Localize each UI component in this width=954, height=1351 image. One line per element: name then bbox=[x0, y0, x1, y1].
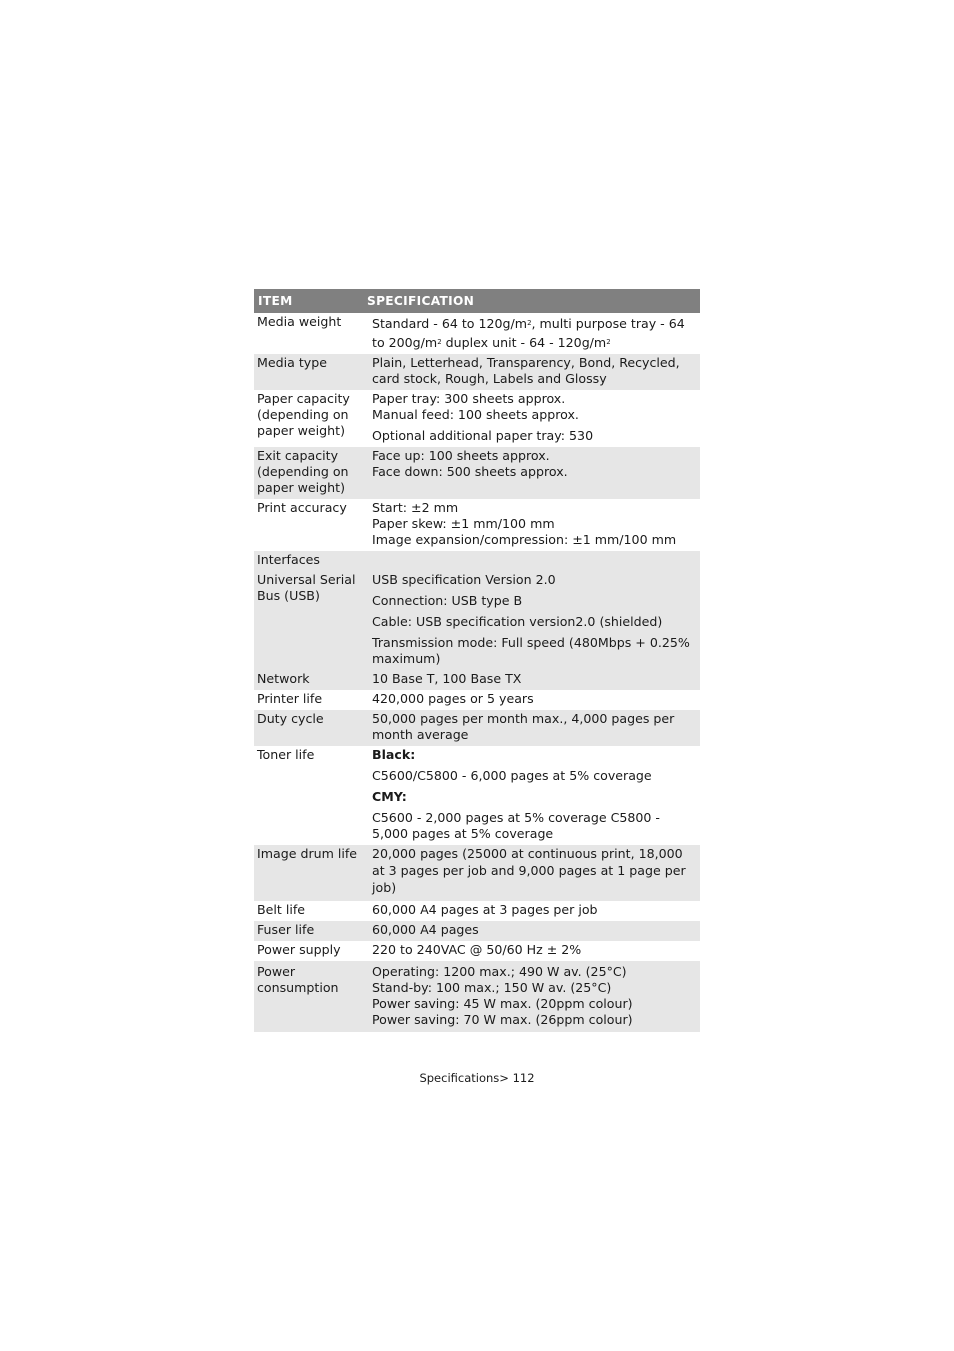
specifications-table bbox=[254, 289, 700, 1032]
row-duty-cycle bbox=[254, 710, 700, 746]
spec-cell bbox=[363, 961, 700, 1032]
spec-line: CMY: bbox=[372, 789, 407, 804]
spec-cell bbox=[363, 499, 700, 551]
item-label: Network bbox=[257, 671, 310, 686]
item-label: Printer life bbox=[257, 691, 323, 706]
row-fuser-life bbox=[254, 921, 700, 941]
spec-line: Black: bbox=[372, 747, 416, 762]
row-media-type bbox=[254, 354, 700, 390]
item-cell bbox=[254, 746, 363, 845]
row-power-consumption bbox=[254, 961, 700, 1032]
spec-line: card stock, Rough, Labels and Glossy bbox=[372, 371, 607, 386]
item-label: Fuser life bbox=[257, 922, 315, 937]
row-usb bbox=[254, 569, 700, 670]
item-label: Toner life bbox=[257, 747, 315, 762]
spec-line: Plain, Letterhead, Transparency, Bond, Recycled, bbox=[372, 355, 680, 370]
spec-line: Paper tray: 300 sheets approx. bbox=[372, 391, 566, 406]
row-interfaces bbox=[254, 551, 700, 569]
item-cell bbox=[254, 447, 363, 499]
spec-line: Manual feed: 100 sheets approx. bbox=[372, 407, 579, 422]
item-label: Image drum life bbox=[257, 846, 358, 861]
spec-line: Standard - 64 to $120g/m^2$, multi purpose tray - 64 bbox=[372, 316, 685, 331]
spec-line: 50,000 pages per month max., 4,000 pages per bbox=[372, 711, 675, 726]
row-printer-life bbox=[254, 690, 700, 710]
spec-cell bbox=[363, 569, 700, 670]
item-cell bbox=[254, 690, 363, 710]
item-label: (depending on bbox=[257, 407, 349, 422]
spec-cell bbox=[363, 354, 700, 390]
item-label: Universal Serial bbox=[257, 572, 356, 587]
item-cell bbox=[254, 313, 363, 354]
item-label: Power bbox=[257, 964, 296, 979]
spec-cell bbox=[363, 551, 700, 569]
row-exit-capacity bbox=[254, 447, 700, 499]
spec-line: 60,000 A4 pages bbox=[372, 922, 479, 937]
spec-cell bbox=[363, 941, 700, 961]
item-label: Belt life bbox=[257, 902, 306, 917]
spec-line: Face up: 100 sheets approx. bbox=[372, 448, 550, 463]
item-cell bbox=[254, 921, 363, 941]
spec-line: Transmission mode: Full speed (480Mbps + 0.25% bbox=[372, 635, 690, 650]
spec-line: Power saving: 70 W max. (26ppm colour) bbox=[372, 1012, 633, 1027]
header-specification: SPECIFICATION bbox=[363, 289, 700, 313]
spec-line: Optional additional paper tray: 530 bbox=[372, 428, 594, 443]
item-label: (depending on bbox=[257, 464, 349, 479]
spec-line: maximum) bbox=[372, 651, 441, 666]
spec-cell bbox=[363, 746, 700, 845]
item-label: Media weight bbox=[257, 314, 342, 329]
spec-cell bbox=[363, 710, 700, 746]
item-label: Bus (USB) bbox=[257, 588, 320, 603]
spec-cell bbox=[363, 447, 700, 499]
spec-line: 10 Base T, 100 Base TX bbox=[372, 671, 522, 686]
table-header-row bbox=[254, 289, 700, 313]
spec-line: month average bbox=[372, 727, 469, 742]
item-label: Media type bbox=[257, 355, 327, 370]
row-power-supply bbox=[254, 941, 700, 961]
item-label: Duty cycle bbox=[257, 711, 324, 726]
item-label: Power supply bbox=[257, 942, 341, 957]
spec-line: C5600/C5800 - 6,000 pages at 5% coverage bbox=[372, 768, 652, 783]
spec-cell bbox=[363, 313, 700, 354]
spec-line: Operating: 1200 max.; 490 W av. (25°C) bbox=[372, 964, 627, 979]
spec-cell bbox=[363, 690, 700, 710]
spec-line: Image expansion/compression: ±1 mm/100 mm bbox=[372, 532, 677, 547]
item-cell bbox=[254, 845, 363, 901]
spec-line: Stand-by: 100 max.; 150 W av. (25°C) bbox=[372, 980, 612, 995]
item-cell bbox=[254, 551, 363, 569]
item-label: Print accuracy bbox=[257, 500, 347, 515]
header-item: ITEM bbox=[254, 289, 363, 313]
spec-cell bbox=[363, 921, 700, 941]
item-cell bbox=[254, 499, 363, 551]
spec-line: Connection: USB type B bbox=[372, 593, 523, 608]
row-belt-life bbox=[254, 901, 700, 921]
row-media-weight bbox=[254, 313, 700, 354]
spec-line: Face down: 500 sheets approx. bbox=[372, 464, 568, 479]
item-cell bbox=[254, 710, 363, 746]
spec-cell bbox=[363, 845, 700, 901]
item-label: Exit capacity bbox=[257, 448, 339, 463]
spec-line: 5,000 pages at 5% coverage bbox=[372, 826, 554, 841]
spec-line: at 3 pages per job and 9,000 pages at 1 page per bbox=[372, 863, 686, 878]
spec-line: 220 to 240VAC @ 50/60 Hz ± 2% bbox=[372, 942, 582, 957]
spec-cell bbox=[363, 390, 700, 447]
item-cell bbox=[254, 569, 363, 670]
spec-line: Power saving: 45 W max. (20ppm colour) bbox=[372, 996, 633, 1011]
row-network bbox=[254, 670, 700, 690]
spec-line: 20,000 pages (25000 at continuous print, 18,000 bbox=[372, 846, 683, 861]
spec-line: Cable: USB specification version2.0 (shielded) bbox=[372, 614, 663, 629]
item-cell bbox=[254, 961, 363, 1032]
row-image-drum-life bbox=[254, 845, 700, 901]
page-footer: Specifications> 112 bbox=[419, 1071, 535, 1085]
item-label: paper weight) bbox=[257, 423, 346, 438]
spec-cell bbox=[363, 670, 700, 690]
item-label: Paper capacity bbox=[257, 391, 350, 406]
item-label: consumption bbox=[257, 980, 339, 995]
item-label: paper weight) bbox=[257, 480, 346, 495]
spec-line: Paper skew: ±1 mm/100 mm bbox=[372, 516, 555, 531]
row-paper-capacity bbox=[254, 390, 700, 447]
spec-line: C5600 - 2,000 pages at 5% coverage C5800 - bbox=[372, 810, 660, 825]
spec-line: Start: ±2 mm bbox=[372, 500, 459, 515]
spec-line: 420,000 pages or 5 years bbox=[372, 691, 534, 706]
spec-line: job) bbox=[372, 880, 397, 895]
spec-line: USB specification Version 2.0 bbox=[372, 572, 556, 587]
item-cell bbox=[254, 670, 363, 690]
spec-line: to $200g/m^2$ duplex unit - $64 - 120g/m^2$ bbox=[372, 335, 611, 350]
item-cell bbox=[254, 390, 363, 447]
item-cell bbox=[254, 901, 363, 921]
spec-line: 60,000 A4 pages at 3 pages per job bbox=[372, 902, 598, 917]
row-print-accuracy bbox=[254, 499, 700, 551]
item-cell bbox=[254, 354, 363, 390]
row-toner-life bbox=[254, 746, 700, 845]
item-cell bbox=[254, 941, 363, 961]
item-label: Interfaces bbox=[257, 552, 320, 567]
spec-cell bbox=[363, 901, 700, 921]
